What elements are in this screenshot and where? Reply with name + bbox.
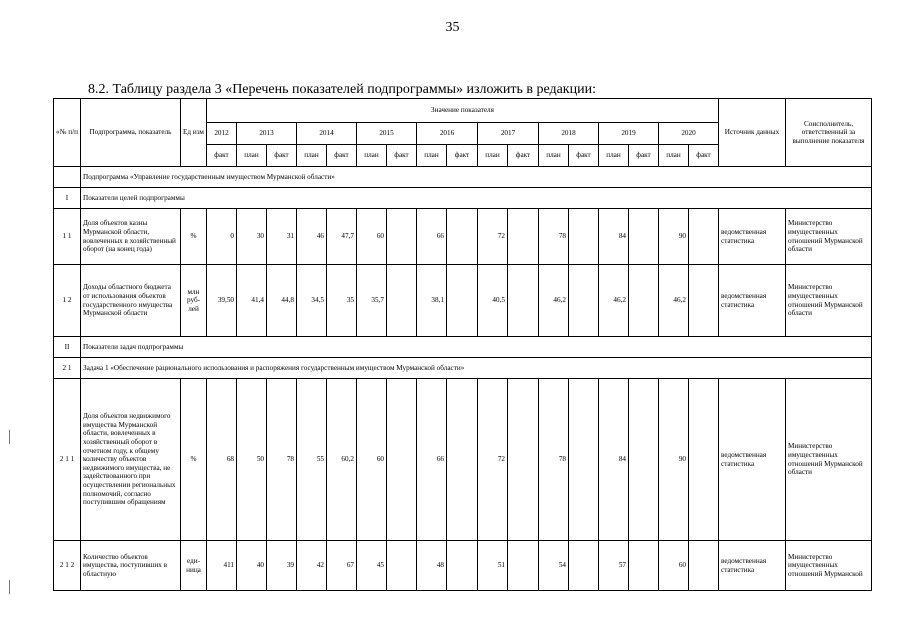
plan-label: план bbox=[357, 145, 387, 167]
value-cell: 50 bbox=[237, 379, 267, 541]
value-cell bbox=[629, 265, 659, 337]
value-cell: 78 bbox=[539, 379, 569, 541]
value-cell: 66 bbox=[417, 379, 447, 541]
source-cell: ведомственная статистика bbox=[719, 541, 786, 591]
value-cell: 78 bbox=[539, 209, 569, 265]
page-number: 35 bbox=[445, 20, 460, 35]
value-cell: 60,2 bbox=[327, 379, 357, 541]
row-num: 1 1 bbox=[54, 209, 81, 265]
indicators-table bbox=[53, 98, 872, 591]
value-cell: 46 bbox=[297, 209, 327, 265]
value-cell: 68 bbox=[207, 379, 237, 541]
value-cell: 41,4 bbox=[237, 265, 267, 337]
value-cell bbox=[508, 209, 539, 265]
table-row bbox=[54, 379, 872, 541]
plan-label: план bbox=[539, 145, 569, 167]
fact-label: факт bbox=[327, 145, 357, 167]
plan-label: план bbox=[417, 145, 447, 167]
value-cell: 51 bbox=[478, 541, 508, 591]
value-cell: 40 bbox=[237, 541, 267, 591]
value-cell bbox=[569, 379, 599, 541]
margin-mark bbox=[9, 580, 10, 594]
value-cell: 0 bbox=[207, 209, 237, 265]
value-cell: 72 bbox=[478, 209, 508, 265]
source-cell: ведомственная статистика bbox=[719, 265, 786, 337]
value-cell bbox=[508, 379, 539, 541]
indicator-name: Доходы областного бюджета от использования объектов государственного имущества Мурманской области bbox=[81, 265, 181, 337]
subprogram-title: Подпрограмма «Управление государственным имуществом Мурманской области» bbox=[81, 167, 872, 188]
table-row bbox=[54, 541, 872, 591]
section-row bbox=[54, 337, 872, 358]
value-cell: 46,2 bbox=[599, 265, 629, 337]
indicator-name: Доля объектов казны Мурманской области, вовлеченных в хозяйственный оборот (на конец года) bbox=[81, 209, 181, 265]
row-num: 2 1 1 bbox=[54, 379, 81, 541]
value-cell: 60 bbox=[659, 541, 689, 591]
value-cell bbox=[387, 541, 417, 591]
value-cell: 57 bbox=[599, 541, 629, 591]
row-num: 1 2 bbox=[54, 265, 81, 337]
plan-label: план bbox=[599, 145, 629, 167]
value-cell: 90 bbox=[659, 209, 689, 265]
subprogram-row bbox=[54, 167, 872, 188]
table-row bbox=[54, 265, 872, 337]
table-row bbox=[54, 209, 872, 265]
value-cell bbox=[569, 265, 599, 337]
value-cell: 60 bbox=[357, 209, 387, 265]
year-2014: 2014 bbox=[297, 123, 357, 145]
value-cell: 40,5 bbox=[478, 265, 508, 337]
indicator-name: Доля объектов недвижимого имущества Мурманской области, вовлеченных в хозяйственный оборот в отчетном году, к общему количеству объектов недвижимого имущества, не задействованного при осуществлении региональных полномочий, согласно поступившим обращениям bbox=[81, 379, 181, 541]
indicator-unit: млн руб-лей bbox=[181, 265, 207, 337]
section-num: I bbox=[54, 188, 81, 209]
value-cell bbox=[447, 265, 478, 337]
value-cell bbox=[629, 379, 659, 541]
value-cell: 55 bbox=[297, 379, 327, 541]
header-source: Источник данных bbox=[719, 99, 786, 167]
fact-label: факт bbox=[689, 145, 719, 167]
fact-label: факт bbox=[569, 145, 599, 167]
fact-label: факт bbox=[207, 145, 237, 167]
header-name: Подпрограмма, показатель bbox=[81, 99, 181, 167]
value-cell: 72 bbox=[478, 379, 508, 541]
value-cell: 54 bbox=[539, 541, 569, 591]
plan-label: план bbox=[297, 145, 327, 167]
responsible-cell: Министерство имущественных отношений Мурманской области bbox=[786, 209, 872, 265]
value-cell bbox=[689, 379, 719, 541]
header-num: «№ п/п bbox=[54, 99, 81, 167]
value-cell: 411 bbox=[207, 541, 237, 591]
value-cell: 34,5 bbox=[297, 265, 327, 337]
header-values: Значение показателя bbox=[207, 99, 719, 123]
fact-label: факт bbox=[447, 145, 478, 167]
value-cell bbox=[689, 209, 719, 265]
indicator-unit: еди-ница bbox=[181, 541, 207, 591]
value-cell bbox=[569, 209, 599, 265]
year-2020: 2020 bbox=[659, 123, 719, 145]
header-row-1 bbox=[54, 99, 872, 123]
year-2015: 2015 bbox=[357, 123, 417, 145]
value-cell: 46,2 bbox=[659, 265, 689, 337]
section-title: Показатели задач подпрограммы bbox=[81, 337, 872, 358]
responsible-cell: Министерство имущественных отношений Мурманской bbox=[786, 541, 872, 591]
header-resp: Соисполнитель, ответственный за выполнение показателя bbox=[786, 99, 872, 167]
value-cell: 39 bbox=[267, 541, 297, 591]
value-cell: 42 bbox=[297, 541, 327, 591]
value-cell: 38,1 bbox=[417, 265, 447, 337]
header-unit: Ед изм bbox=[181, 99, 207, 167]
value-cell bbox=[569, 541, 599, 591]
value-cell: 39,50 bbox=[207, 265, 237, 337]
fact-label: факт bbox=[267, 145, 297, 167]
value-cell bbox=[447, 209, 478, 265]
value-cell bbox=[447, 379, 478, 541]
value-cell: 67 bbox=[327, 541, 357, 591]
value-cell: 60 bbox=[357, 379, 387, 541]
value-cell: 84 bbox=[599, 379, 629, 541]
section-title: Показатели целей подпрограммы bbox=[81, 188, 872, 209]
indicator-name: Количество объектов имущества, поступивших в областную bbox=[81, 541, 181, 591]
task-num: 2 1 bbox=[54, 358, 81, 379]
value-cell bbox=[387, 209, 417, 265]
value-cell bbox=[387, 379, 417, 541]
task-title: Задача 1 «Обеспечение рационального использования и распоряжения государственным имуществом Мурманской области» bbox=[81, 358, 872, 379]
margin-mark bbox=[9, 430, 10, 444]
value-cell bbox=[508, 541, 539, 591]
fact-label: факт bbox=[629, 145, 659, 167]
value-cell: 35 bbox=[327, 265, 357, 337]
value-cell: 35,7 bbox=[357, 265, 387, 337]
plan-label: план bbox=[478, 145, 508, 167]
fact-label: факт bbox=[508, 145, 539, 167]
section-heading: 8.2. Таблицу раздела 3 «Перечень показателей подпрограммы» изложить в редакции: bbox=[88, 82, 596, 97]
indicator-unit: % bbox=[181, 209, 207, 265]
year-2013: 2013 bbox=[237, 123, 297, 145]
value-cell: 45 bbox=[357, 541, 387, 591]
section-row bbox=[54, 188, 872, 209]
value-cell: 47,7 bbox=[327, 209, 357, 265]
value-cell bbox=[629, 209, 659, 265]
value-cell: 78 bbox=[267, 379, 297, 541]
responsible-cell: Министерство имущественных отношений Мурманской области bbox=[786, 265, 872, 337]
value-cell: 31 bbox=[267, 209, 297, 265]
year-2012: 2012 bbox=[207, 123, 237, 145]
value-cell: 48 bbox=[417, 541, 447, 591]
value-cell bbox=[508, 265, 539, 337]
task-row bbox=[54, 358, 872, 379]
value-cell bbox=[629, 541, 659, 591]
value-cell bbox=[689, 265, 719, 337]
value-cell: 46,2 bbox=[539, 265, 569, 337]
value-cell bbox=[447, 541, 478, 591]
responsible-cell: Министерство имущественных отношений Мурманской области bbox=[786, 379, 872, 541]
value-cell: 90 bbox=[659, 379, 689, 541]
year-2018: 2018 bbox=[539, 123, 599, 145]
value-cell: 66 bbox=[417, 209, 447, 265]
value-cell: 84 bbox=[599, 209, 629, 265]
value-cell bbox=[689, 541, 719, 591]
value-cell: 30 bbox=[237, 209, 267, 265]
indicator-unit: % bbox=[181, 379, 207, 541]
fact-label: факт bbox=[387, 145, 417, 167]
source-cell: ведомственная статистика bbox=[719, 379, 786, 541]
row-num: 2 1 2 bbox=[54, 541, 81, 591]
section-num: II bbox=[54, 337, 81, 358]
year-2016: 2016 bbox=[417, 123, 478, 145]
plan-label: план bbox=[659, 145, 689, 167]
plan-label: план bbox=[237, 145, 267, 167]
value-cell bbox=[387, 265, 417, 337]
source-cell: ведомственная статистика bbox=[719, 209, 786, 265]
value-cell: 44,8 bbox=[267, 265, 297, 337]
year-2019: 2019 bbox=[599, 123, 659, 145]
year-2017: 2017 bbox=[478, 123, 539, 145]
